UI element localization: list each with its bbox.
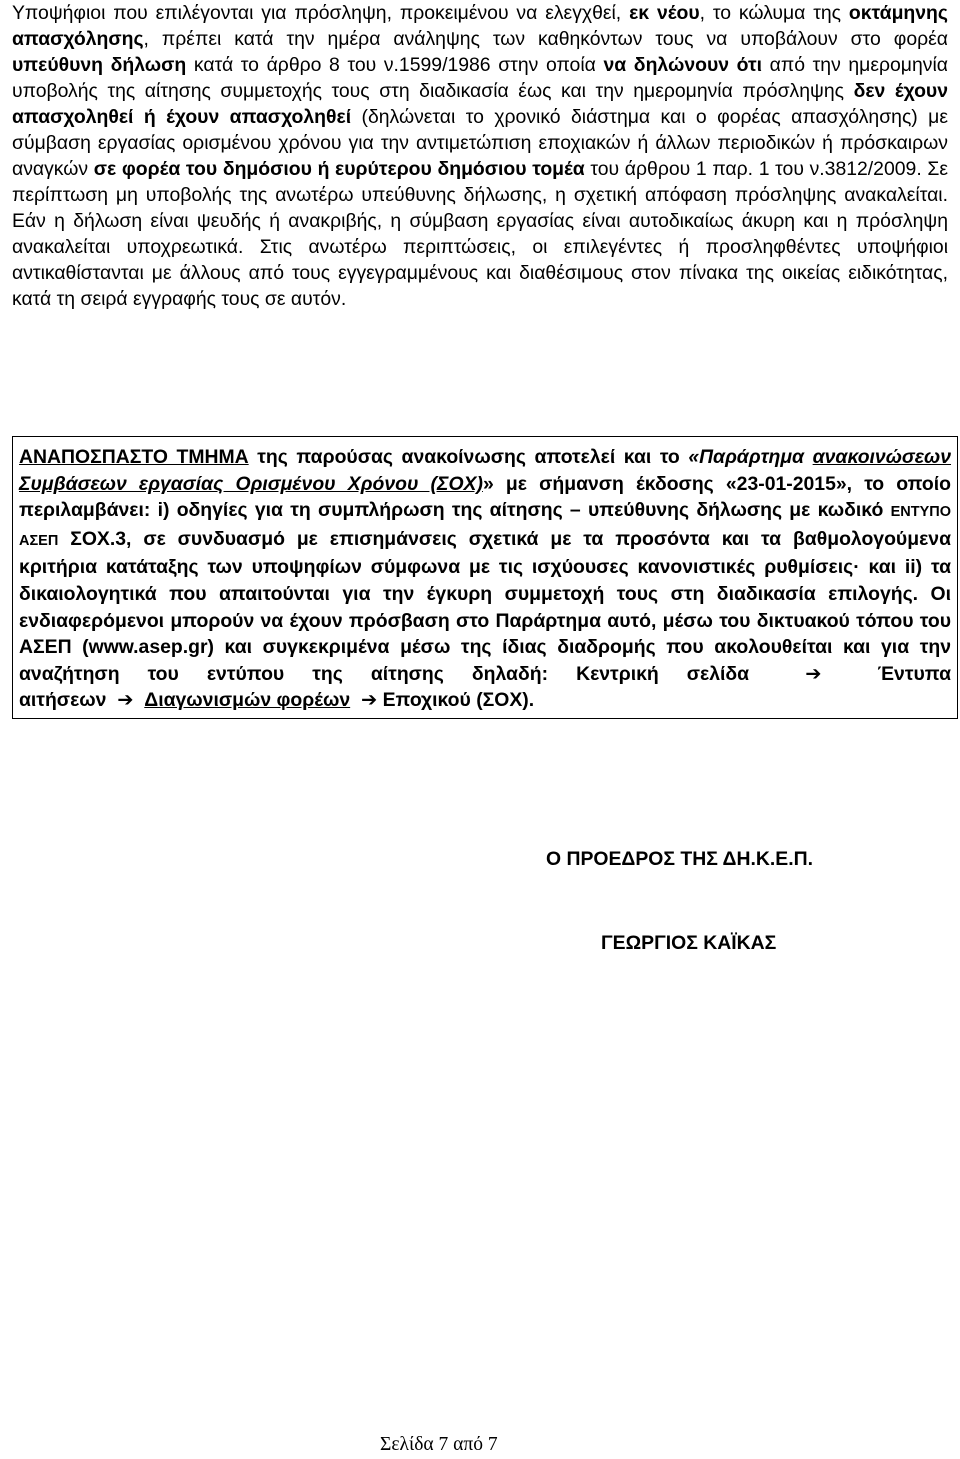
arrow-right-icon: ➔ — [805, 661, 822, 685]
annex-title: ανακοινώσεων Συμβάσεων εργασίας Ορισμένου Χρόνου (ΣΟΧ) — [19, 446, 952, 495]
path-step: Κεντρική σελίδα — [576, 662, 750, 685]
paragraph-text: (δηλώνεται το χρονικό διάστημα και ο φορέας απασχόλησης) με σύμβαση εργασίας ορισμένου χρόνου για την αντιμετώπιση εποχιακών ή άλλων περιοδικών ή πρόσκαιρων αναγκών — [12, 106, 948, 180]
form-code: ΣΟΧ.3 — [58, 527, 127, 550]
paragraph-text: , το κώλυμα της — [699, 2, 849, 24]
path-step: Διαγωνισμών φορέων — [144, 689, 351, 712]
paragraph-text: κατά το άρθρο 8 του ν.1599/1986 στην οποία — [186, 54, 604, 76]
paragraph-text: , πρέπει κατά την ημέρα ανάληψης των καθηκόντων τους να υποβάλουν στο φορέα — [143, 28, 948, 50]
notice-text: » — [482, 472, 494, 495]
notice-text: με σήμανση έκδοσης «23-01-2015», το οποίο περιλαμβάνει: i) οδηγίες για τη συμπλήρωση της αίτησης – υπεύθυνης δήλωσης με κωδικό — [19, 472, 951, 522]
paragraph-emphasis: δεν έχουν απασχοληθεί ή έχουν απασχοληθεί — [12, 80, 948, 128]
form-code: ΕΝΤΥΠΟ ΑΣΕΠ — [19, 504, 951, 549]
paragraph-text: από την ημερομηνία υποβολής της αίτησης συμμετοχής τους στη διαδικασία έως και την ημερομηνία πρόσληψης — [12, 54, 948, 102]
signatory-name: ΓΕΩΡΓΙΟΣ ΚΑΪΚΑΣ — [601, 932, 777, 954]
arrow-right-icon: ➔ — [360, 688, 378, 712]
detachable-section-heading: ΑΝΑΠΟΣΠΑΣΤΟ ΤΜΗΜΑ — [19, 446, 249, 468]
paragraph-emphasis: οκτάμηνης απασχόλησης — [12, 2, 948, 50]
notice-text: της παρούσας ανακοίνωσης αποτελεί και το — [248, 446, 689, 468]
signatory-title: Ο ΠΡΟΕΔΡΟΣ ΤΗΣ ΔΗ.Κ.Ε.Π. — [546, 848, 813, 870]
detachable-section-box — [12, 436, 958, 719]
path-step: Εποχικού (ΣΟΧ). — [382, 689, 535, 712]
paragraph-emphasis: να δηλώνουν ότι — [603, 54, 763, 76]
paragraph-text: Υποψήφιοι που επιλέγονται για πρόσληψη, προκειμένου να ελεγχθεί, — [12, 2, 630, 24]
paragraph-emphasis: υπεύθυνη δήλωση — [12, 54, 187, 76]
page-number-footer: Σελίδα 7 από 7 — [380, 1434, 498, 1455]
arrow-right-icon: ➔ — [117, 688, 134, 712]
instructions-paragraph — [12, 0, 948, 312]
paragraph-emphasis: σε φορέα του δημόσιου ή ευρύτερου δημόσιου τομέα — [93, 158, 585, 180]
path-step: Έντυπα αιτήσεων — [19, 662, 952, 712]
paragraph-text: του άρθρου 1 παρ. 1 του ν.3812/2009. Σε περίπτωση μη υποβολής της ανωτέρω υπεύθυνης δήλωσης, η σχετική απόφαση πρόσληψης ανακαλείται. Εάν η δήλωση είναι ψευδής ή ανακριβής, η σύμβαση εργασίας είναι αυτοδικαίως άκυρη και η πρόσληψη ανακαλείται υποχρεωτικά. Στις ανωτέρω περιπτώσεις, οι επιλεγέντες ή προσληφθέντες υποψήφιοι αντικαθίστανται με άλλους από τους εγγεγραμμένους και διαθέσιμους στον πίνακα της οικείας ειδικότητας, κατά τη σειρά εγγραφής τους σε αυτόν. — [12, 158, 948, 310]
paragraph-emphasis: εκ νέου — [629, 2, 700, 24]
notice-text: , σε συνδυασμό με επισημάνσεις σχετικά με τα προσόντα και τα βαθμολογούμενα κριτήρια κατάταξης των υποψηφίων σύμφωνα με τις ισχύουσες κανονιστικές ρυθμίσεις· και ii) τα δικαιολογητικά που απαιτούνται για την έγκυρη συμμετοχή τους στη διαδικασία επιλογής. Οι ενδιαφερόμενοι μπορούν να έχουν πρόσβαση στο Παράρτημα αυτό, μέσω του δικτυακού τόπου του ΑΣΕΠ (www.asep.gr) και συγκεκριμένα μέσω της ίδιας διαδρομής που ακολουθείται και για την αναζήτηση του εντύπου της αίτησης δηλαδή: — [19, 527, 951, 685]
annex-title: «Παράρτημα — [688, 446, 813, 468]
